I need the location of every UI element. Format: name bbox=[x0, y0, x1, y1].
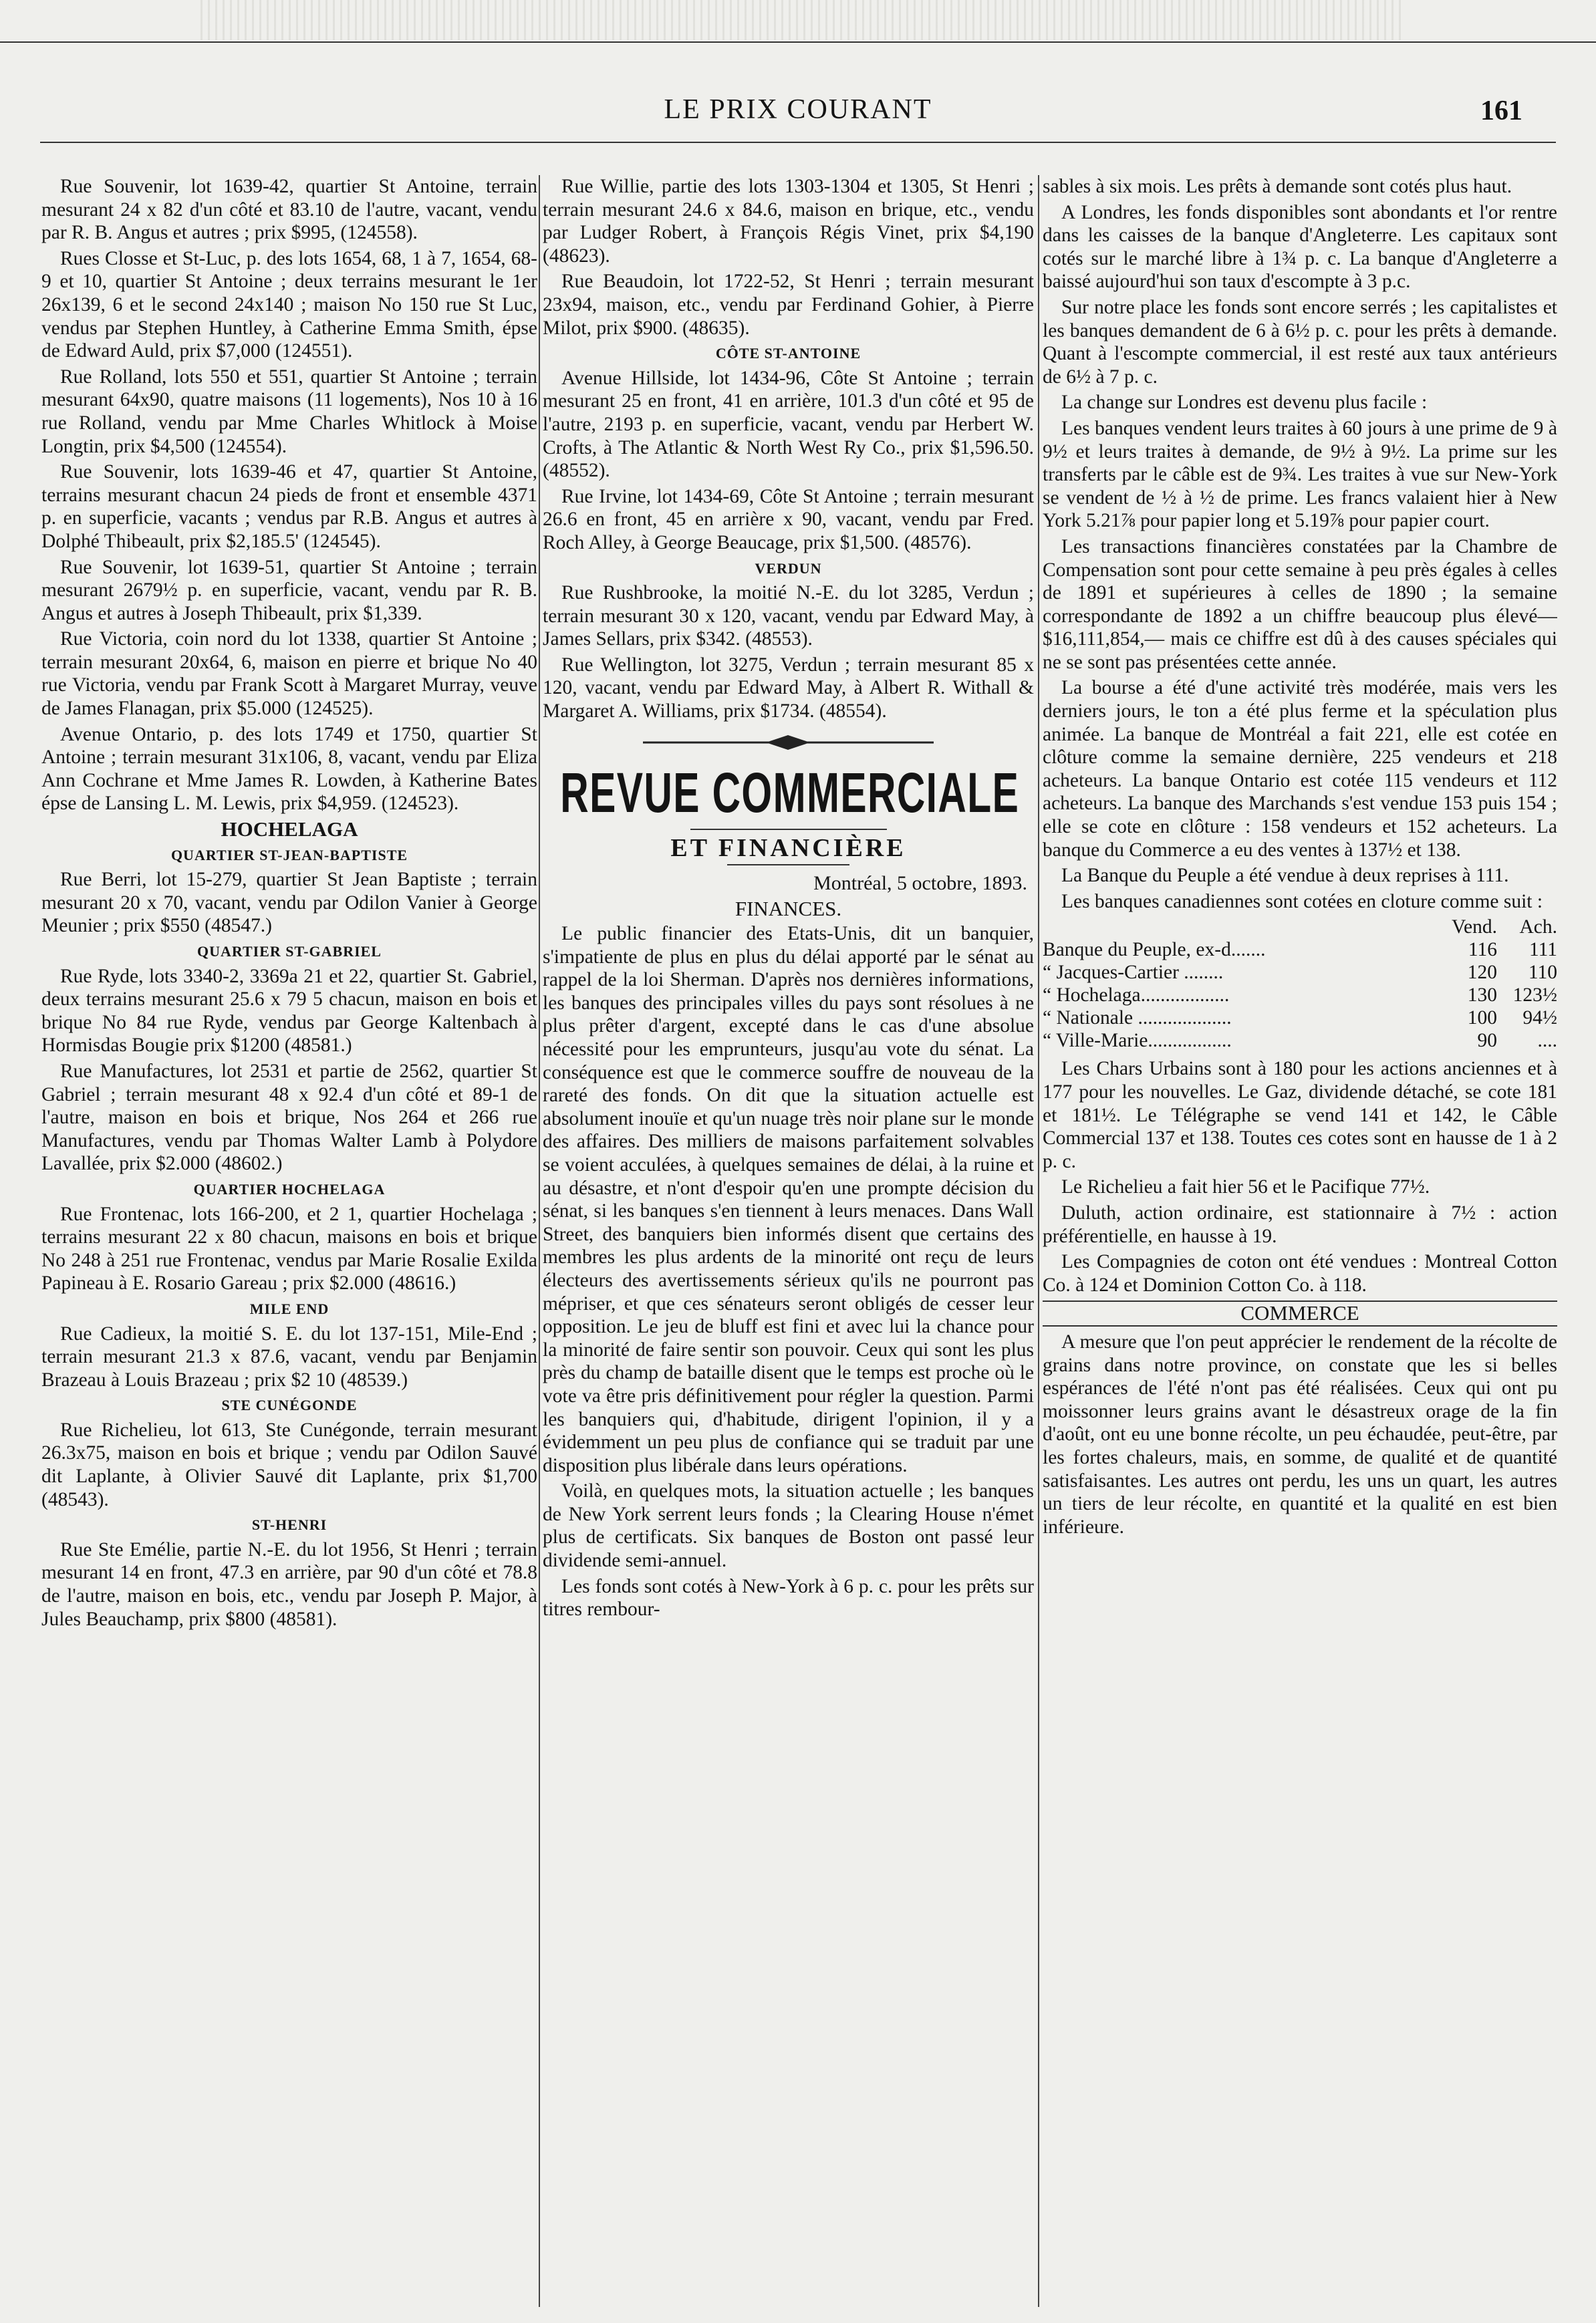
article-paragraph: La Banque du Peuple a été vendue à deux reprises à 111. bbox=[1061, 865, 1509, 887]
table-row bbox=[1043, 1006, 1557, 1029]
article-paragraph: sables à six mois. Les prêts à demande sont cotés plus haut. bbox=[1043, 176, 1512, 197]
article-paragraph: A Londres, les fonds disponibles sont abondants et l'or rentre dans les caisses de la banque d'Angleterre. Les capitaux sont cotés sur le marché libre à 1¾ p. c. La banque d'Angleterre a baissé aujourd'hui son taux d'escompte à 3 p.c. bbox=[1043, 201, 1557, 293]
page-number: 161 bbox=[1480, 96, 1522, 126]
bank-name: “ Hochelaga.................. bbox=[1043, 984, 1230, 1006]
article-paragraph: Les banques vendent leurs traites à 60 jours à une prime de 9 à 9½ et leurs traites à demande, de 9½ à 9½. La prime sur les transferts par le câble est de 9¾. Les traites à vue sur New-York se vendent de ½ à ½ de prime. Les francs valaient hier à New York 5.21⅞ pour papier long et 5.19⅞ pour papier court. bbox=[1043, 417, 1557, 532]
bank-name: “ Ville-Marie................. bbox=[1043, 1030, 1232, 1052]
vend-value: 100 bbox=[1467, 1007, 1497, 1029]
sale-entry: Avenue Ontario, p. des lots 1749 et 1750, quartier St Antoine ; terrain mesurant 31x106, 8, vacant, vendu par Eliza Ann Cochrane et Mme James R. Lowden, à Katherine Bates épse de Lansing L. M. Lewis, prix $4,959. (124523). bbox=[41, 723, 537, 815]
table-row bbox=[1043, 938, 1557, 961]
section-title-commerce: COMMERCE bbox=[1043, 1301, 1557, 1327]
column-divider-2 bbox=[1038, 175, 1039, 2307]
column-header-vend: Vend. bbox=[1451, 916, 1497, 938]
revue-title: REVUE COMMERCIALE bbox=[560, 761, 1020, 825]
sale-entry: Rue Manufactures, lot 2531 et partie de 2562, quartier St Gabriel ; terrain mesurant 48 x 92.4 d'un côté et 89-1 de l'autre, maison en bois et brique, Nos 264 et 266 rue Manufactures, vendu par Thomas Walter Lamb à Polydore Lavallée, prix $2.000 (48602.) bbox=[41, 1060, 537, 1175]
article-paragraph: Le public financier des Etats-Unis, dit un banquier, s'impatiente de plus en plus du délai apporté par le sénat au rappel de la loi Sherman. D'après nos dernières informations, les banques des principales villes du pays sont résolues à ne plus prêter d'argent, excepté dans le cas d'une absolue nécessité pour les emprunteurs, jusqu'au vote du sénat. La conséquence est que le commerce souffre de nouveau de la rareté des fonds. On dit que la situation actuelle est absolument inouïe et qu'un nuage très noir plane sur le monde des affaires. Des milliers de maisons parfaitement solvables se voient acculées, à quelques semaines de délai, à la ruine et au désastre, et n'ont d'espoir qu'en une prompte décision du sénat, si les banques s'en tiennent à leurs menaces. Dans Wall Street, des banquiers bien informés disent que certains des membres les plus ardents de la minorité ont reçu de leurs électeurs des avertissements sérieux qu'ils ne pourront pas mépriser, et que ces sénateurs seront obligés de cesser leur opposition. Le jeu de bluff est fini et avec lui la chance pour la minorité de faire sentir son pouvoir. Ceux qui sont les plus près du champ de bataille disent que le temps est proche où le vote va être pris définitivement pour régler la question. Parmi les banquiers qui, d'habitude, dirigent l'opinion, il y a évidemment un peu plus de confiance qui se traduit par une disposition plus libérale dans leurs opérations. bbox=[543, 923, 1034, 1476]
table-row bbox=[1043, 984, 1557, 1006]
article-paragraph: Sur notre place les fonds sont encore serrés ; les capitalistes et les banques demandent de 6 à 6½ p. c. pour les prêts à demande. Quant à l'escompte commercial, il est resté aux taux antérieurs de 6½ à 7 p. c. bbox=[1043, 296, 1557, 388]
section-title-hochelaga-quartier: QUARTIER HOCHELAGA bbox=[193, 1180, 386, 1198]
scan-top-edge bbox=[201, 0, 1404, 40]
article-paragraph: Les transactions financières constatées par la Chambre de Compensation sont pour cette semaine à peu près égales à celles de 1891 et supérieures à celles de 1890 ; la semaine correspondante de 1892 a un chiffre beaucoup plus élevé—$16,111,854,— mais ce chiffre est dû à des causes spéciales qui ne se sont pas présentées cette année. bbox=[1043, 535, 1557, 673]
sale-entry: Rue Ryde, lots 3340-2, 3369a 21 et 22, quartier St. Gabriel, deux terrains mesurant 25.6 x 79 5 chacun, maison en bois et brique No 84 rue Ryde, vendus par George Kaltenbach à Hormisdas Bougie prix $1200 (48581.) bbox=[41, 965, 537, 1057]
ach-value: 94½ bbox=[1522, 1007, 1557, 1029]
vend-value: 116 bbox=[1468, 939, 1497, 961]
bank-name: Banque du Peuple, ex-d....... bbox=[1043, 939, 1266, 961]
sale-entry: Rue Beaudoin, lot 1722-52, St Henri ; terrain mesurant 23x94, maison, etc., vendu par Ferdinand Gohier, à Pierre Milot, prix $900. (48635). bbox=[543, 271, 1034, 339]
sale-entry: Rue Willie, partie des lots 1303-1304 et 1305, St Henri ; terrain mesurant 24.6 x 84.6, maison en brique, etc., vendu par Ludger Robert, à François Régis Vinet, prix $4,190 (48623). bbox=[543, 176, 1034, 267]
section-title-verdun: VERDUN bbox=[755, 559, 822, 577]
article-paragraph: Duluth, action ordinaire, est stationnaire à 7½ : action préférentielle, en hausse à 19. bbox=[1043, 1202, 1557, 1247]
running-title: LE PRIX COURANT bbox=[664, 94, 932, 125]
bank-quotes-table bbox=[1043, 916, 1557, 1052]
sale-entry: Rue Souvenir, lot 1639-51, quartier St Antoine ; terrain mesurant 2679½ p. en superficie, vacant, vendu par R. B. Angus et autres à Joseph Thibeault, prix $1,339. bbox=[41, 556, 537, 624]
section-title-mile-end: MILE END bbox=[249, 1300, 329, 1317]
table-row bbox=[1043, 1029, 1557, 1052]
column-1 bbox=[41, 175, 537, 2307]
article-paragraph: Les Compagnies de coton ont été vendues : Montreal Cotton Co. à 124 et Dominion Cotton Co. à 118. bbox=[1043, 1251, 1557, 1296]
sale-entry: Rue Rushbrooke, la moitié N.-E. du lot 3285, Verdun ; terrain mesurant 30 x 120, vacant, vendu par Edward May, à James Sellars, prix $342. (48553). bbox=[543, 582, 1034, 650]
sale-entry: Rues Closse et St-Luc, p. des lots 1654, 68, 1 à 7, 1654, 68-9 et 10, quartier St Antoine ; deux terrains mesurant le 1er 26x139, 6 et le second 24x140 ; maison No 150 rue St Luc, vendus par Stephen Huntley, à Catherine Emma Smith, épse de Edward Auld, prix $7,000 (124551). bbox=[41, 247, 537, 362]
sale-entry: Rue Souvenir, lots 1639-46 et 47, quartier St Antoine, terrains mesurant chacun 24 pieds de front et ensemble 4371 p. en superficie, vacants ; vendus par R.B. Angus et autres à Dolphé Thibeault, prix $2,185.5' (124545). bbox=[41, 461, 537, 552]
sale-entry: Rue Frontenac, lots 166-200, et 2 1, quartier Hochelaga ; terrains mesurant 22 x 80 chacun, maisons en bois et brique No 248 à 251 rue Frontenac, vendus par Marie Rosalie Exilda Papineau à E. Rosario Gareau ; prix $2.000 (48616.) bbox=[41, 1203, 537, 1294]
sale-entry: Rue Wellington, lot 3275, Verdun ; terrain mesurant 85 x 120, vacant, vendu par Edward May, à Albert R. Withall & Margaret A. Williams, prix $1734. (48554). bbox=[543, 654, 1034, 722]
ornament-divider bbox=[543, 732, 1034, 753]
title-rule bbox=[690, 829, 887, 830]
revue-subtitle: ET FINANCIÈRE bbox=[670, 834, 906, 863]
sale-entry: Rue Souvenir, lot 1639-42, quartier St Antoine, terrain mesurant 24 x 82 d'un côté et 83.10 de l'autre, vacant, vendu par R. B. Angus et autres ; prix $995, (124558). bbox=[41, 176, 537, 244]
column-header-ach: Ach. bbox=[1519, 916, 1557, 938]
ach-value: 110 bbox=[1528, 962, 1557, 984]
table-row bbox=[1043, 961, 1557, 984]
section-title-hochelaga: HOCHELAGA bbox=[221, 817, 358, 841]
bank-name: “ Nationale ................... bbox=[1043, 1007, 1232, 1029]
dateline: Montréal, 5 octobre, 1893. bbox=[813, 871, 1027, 894]
sale-entry: Rue Victoria, coin nord du lot 1338, quartier St Antoine ; terrain mesurant 20x64, 6, maison en pierre et brique No 40 rue Victoria, vendu par Frank Scott à Margaret Murray, veuve de James Flanagan, prix $5.000 (124525). bbox=[41, 628, 537, 720]
vend-value: 120 bbox=[1467, 962, 1497, 984]
column-2 bbox=[543, 175, 1034, 2307]
article-paragraph: Les Chars Urbains sont à 180 pour les actions anciennes et à 177 pour les nouvelles. Le Gaz, dividende détaché, se cote 181 et 181½. Le Télégraphe se vend 141 et 142, le Câble Commercial 137 et 138. Toutes ces cotes sont en hausse de 1 à 2 p. c. bbox=[1043, 1058, 1557, 1172]
ach-value: .... bbox=[1537, 1030, 1557, 1052]
section-title-cote-st-antoine: CÔTE ST-ANTOINE bbox=[715, 345, 861, 362]
column-divider-1 bbox=[539, 175, 540, 2307]
section-title-st-henri: ST-HENRI bbox=[251, 1516, 327, 1534]
ach-value: 111 bbox=[1528, 939, 1557, 961]
page-header bbox=[0, 94, 1596, 140]
header-rule bbox=[40, 142, 1556, 143]
subtitle-rule bbox=[727, 864, 850, 865]
vend-value: 90 bbox=[1477, 1030, 1497, 1052]
section-title-finances: FINANCES. bbox=[735, 897, 842, 921]
sale-entry: Rue Irvine, lot 1434-69, Côte St Antoine ; terrain mesurant 26.6 en front, 45 en arrière x 90, vacant, vendu par Fred. Roch Alley, à George Beaucage, prix $1,500. (48576). bbox=[543, 485, 1034, 553]
sale-entry: Rue Cadieux, la moitié S. E. du lot 137-151, Mile-End ; terrain mesurant 21.3 x 87.6, vacant, vendu par Benjamin Brazeau à Louis Brazeau ; prix $2 10 (48539.) bbox=[41, 1323, 537, 1391]
ach-value: 123½ bbox=[1512, 984, 1557, 1006]
article-paragraph: La change sur Londres est devenu plus facile : bbox=[1061, 392, 1428, 414]
vend-value: 130 bbox=[1467, 984, 1497, 1006]
article-paragraph: A mesure que l'on peut apprécier le rendement de la récolte de grains dans notre province, on constate que les si belles espérances de l'été n'ont pas été réalisées. Ceux qui ont pu moissonner leurs grains avant le désastreux orage de la fin d'août, ont eu une bonne récolte, un peu échaudée, peut-être, par les fortes chaleurs, mais, en somme, de qualité et de quantité satisfaisantes. Les autres ont perdu, les uns un quart, les autres un tiers de leur récolte, en quantité et la qualité en est bien inférieure. bbox=[1043, 1331, 1557, 1538]
article-paragraph: Les fonds sont cotés à New-York à 6 p. c. pour les prêts sur titres rembour- bbox=[543, 1575, 1034, 1621]
article-paragraph: Le Richelieu a fait hier 56 et le Pacifique 77½. bbox=[1061, 1176, 1430, 1198]
sale-entry: Rue Berri, lot 15-279, quartier St Jean Baptiste ; terrain mesurant 20 x 70, vacant, vendu par Odilon Vanier à George Meunier ; prix $550 (48547.) bbox=[41, 869, 537, 937]
article-paragraph: Les banques canadiennes sont cotées en cloture comme suit : bbox=[1061, 890, 1543, 912]
article-paragraph: La bourse a été d'une activité très modérée, mais vers les derniers jours, le ton a été plus ferme et la spéculation plus animée. La banque de Montréal a fait 221, elle est cotée en clôture comme la semaine dernière, 225 vendeurs et 218 acheteurs. La banque Ontario est cotée 115 vendeurs et 112 acheteurs. La banque des Marchands s'est vendue 153 puis 154 ; elle se cote en clôture : 158 vendeurs et 152 acheteurs. La banque du Commerce a eu des ventes à 137½ et 138. bbox=[1043, 677, 1557, 861]
sale-entry: Rue Ste Emélie, partie N.-E. du lot 1956, St Henri ; terrain mesurant 14 en front, 47.3 en arrière, par 90 d'un côté et 78.8 de l'autre, maison en bois, etc., vendu par Joseph P. Major, à Jules Beauchamp, prix $800 (48581). bbox=[41, 1538, 537, 1630]
column-3 bbox=[1043, 175, 1557, 2307]
section-title-st-jean: QUARTIER ST-JEAN-BAPTISTE bbox=[170, 846, 408, 863]
article-paragraph: Voilà, en quelques mots, la situation actuelle ; les banques de New York serrent leurs fonds ; la Clearing House n'émet plus de certificats. Six banques de Boston ont passé leur dividende semi-annuel. bbox=[543, 1480, 1034, 1572]
top-rule bbox=[0, 41, 1596, 43]
section-title-ste-cunegonde: STE CUNÉGONDE bbox=[221, 1397, 358, 1414]
section-title-st-gabriel: QUARTIER ST-GABRIEL bbox=[197, 943, 382, 960]
sale-entry: Rue Rolland, lots 550 et 551, quartier St Antoine ; terrain mesurant 64x90, quatre maisons (11 logements), Nos 10 à 16 rue Rolland, vendu par Mme Charles Whitlock à Moise Longtin, prix $4,500 (124554). bbox=[41, 366, 537, 457]
bank-name: “ Jacques-Cartier ........ bbox=[1043, 962, 1224, 984]
sale-entry: Rue Richelieu, lot 613, Ste Cunégonde, terrain mesurant 26.3x75, maison en bois et brique ; vendu par Odilon Sauvé dit Laplante, à Olivier Sauvé dit Laplante, prix $1,700 (48543). bbox=[41, 1419, 537, 1510]
table-header-row bbox=[1043, 916, 1557, 938]
sale-entry: Avenue Hillside, lot 1434-96, Côte St Antoine ; terrain mesurant 25 en front, 41 en arrière, 101.3 d'un côté et 95 de l'autre, 2193 p. en superficie, vacant, vendu par Herbert W. Crofts, à The Atlantic & North West Ry Co., prix $1,596.50. (48552). bbox=[543, 367, 1034, 482]
